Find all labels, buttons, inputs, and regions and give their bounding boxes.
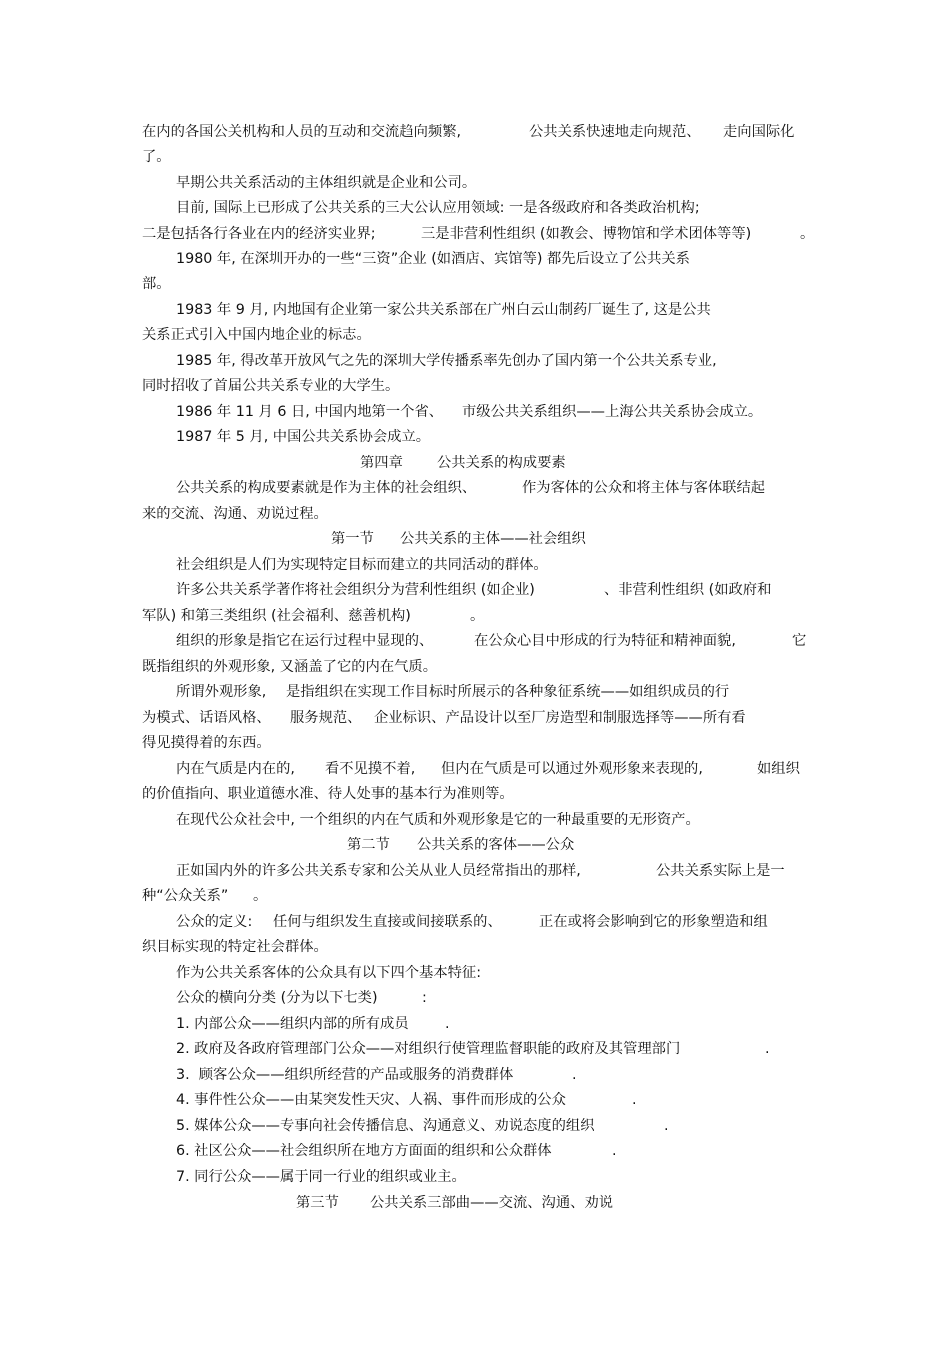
text-line: 在公众心目中形成的行为特征和精神面貌, [474,633,736,649]
text-line: 任何与组织发生直接或间接联系的、 [273,914,502,930]
list-item-end: . [664,1118,669,1134]
section-number: 第二节 [347,837,390,853]
section-title: 公共关系的主体——社会组织 [400,531,586,547]
text-line: 许多公共关系学著作将社会组织分为营利性组织 (如企业) [176,582,535,598]
list-item-end: . [445,1016,450,1032]
text-line: 它 [792,633,807,649]
text-line: 部。 [142,276,171,292]
text-line: 组织的形象是指它在运行过程中显现的、 [176,633,434,649]
text-line: 种“公众关系” [142,888,229,904]
section-title: 公共关系三部曲——交流、沟通、劝说 [370,1195,614,1211]
text-line: 军队) 和第三类组织 (社会福利、慈善机构) [142,608,411,624]
list-item: 5. 媒体公众——专事向社会传播信息、沟通意义、劝说态度的组织 [176,1118,595,1134]
text-line: 1983 年 9 月, 内地国有企业第一家公共关系部在广州白云山制药厂诞生了, 这是公共 [176,302,711,318]
text-line: 在内的各国公关机构和人员的互动和交流趋向频繁, [142,124,462,140]
section-title: 公共关系的客体——公众 [417,837,575,853]
text-line: 1980 年, 在深圳开办的一些“三资”企业 (如酒店、宾馆等) 都先后设立了公共关系 [176,251,690,267]
section-number: 第三节 [296,1195,339,1211]
text-line: 但内在气质是可以通过外观形象来表现的, [441,761,703,777]
text-line: : [422,990,427,1006]
text-line: 。 [253,888,268,904]
text-line: 得见摸得着的东西。 [142,735,271,751]
chapter-number: 第四章 [360,455,403,471]
list-item-end: . [632,1092,637,1108]
text-line: 的价值指向、职业道德水准、待人处事的基本行为准则等。 [142,786,514,802]
text-line: 、非营利性组织 (如政府和 [604,582,772,598]
section-number: 第一节 [331,531,374,547]
text-line: 正如国内外的许多公共关系专家和公关从业人员经常指出的那样, [176,863,581,879]
text-line: 看不见摸不着, [325,761,416,777]
text-line: 同时招收了首届公共关系专业的大学生。 [142,378,400,394]
list-item: 1. 内部公众——组织内部的所有成员 [176,1016,409,1032]
text-line: 市级公共关系组织——上海公共关系协会成立。 [462,404,763,420]
text-line: 。 [800,226,815,242]
text-line: 正在或将会影响到它的形象塑造和组 [539,914,768,930]
list-item-end: . [572,1067,577,1083]
list-item-end: . [612,1143,617,1159]
text-line: 公众的横向分类 (分为以下七类) [176,990,378,1006]
text-line: 目前, 国际上已形成了公共关系的三大公认应用领域: 一是各级政府和各类政治机构; [176,200,700,216]
text-line: 公共关系实际上是一 [656,863,785,879]
text-line: 为模式、话语风格、 [142,710,271,726]
text-line: 公共关系的构成要素就是作为主体的社会组织、 [176,480,477,496]
text-line: 1986 年 11 月 6 日, 中国内地第一个省、 [176,404,444,420]
list-item-end: . [765,1041,770,1057]
list-item: 4. 事件性公众——由某突发性天灾、人祸、事件而形成的公众 [176,1092,566,1108]
text-line: 作为公共关系客体的公众具有以下四个基本特征: [176,965,482,981]
text-line: 公共关系快速地走向规范、 [529,124,701,140]
text-line: 走向国际化 [723,124,795,140]
text-line: 如组织 [757,761,800,777]
text-line: 三是非营利性组织 (如教会、博物馆和学术团体等等) [421,226,752,242]
text-line: 来的交流、沟通、劝说过程。 [142,506,328,522]
text-line: 服务规范、 [290,710,362,726]
text-line: 作为客体的公众和将主体与客体联结起 [522,480,766,496]
text-line: 社会组织是人们为实现特定目标而建立的共同活动的群体。 [176,557,548,573]
text-line: 早期公共关系活动的主体组织就是企业和公司。 [176,175,477,191]
text-line: 企业标识、产品设计以至厂房造型和制服选择等——所有看 [374,710,746,726]
text-line: 1987 年 5 月, 中国公共关系协会成立。 [176,429,431,445]
list-item: 7. 同行公众——属于同一行业的组织或业主。 [176,1169,466,1185]
chapter-title: 公共关系的构成要素 [437,455,566,471]
text-line: 织目标实现的特定社会群体。 [142,939,328,955]
list-item: 3. 顾客公众——组织所经营的产品或服务的消费群体 [176,1067,514,1083]
text-line: 。 [470,608,485,624]
text-line: 关系正式引入中国内地企业的标志。 [142,327,371,343]
text-line: 了。 [142,149,171,165]
text-line: 既指组织的外观形象, 又涵盖了它的内在气质。 [142,659,438,675]
text-line: 1985 年, 得改革开放风气之先的深圳大学传播系率先创办了国内第一个公共关系专业, [176,353,717,369]
text-line: 内在气质是内在的, [176,761,295,777]
text-line: 二是包括各行各业在内的经济实业界; [142,226,376,242]
list-item: 2. 政府及各政府管理部门公众——对组织行使管理监督职能的政府及其管理部门 [176,1041,681,1057]
text-line: 所谓外观形象, [176,684,267,700]
text-line: 在现代公众社会中, 一个组织的内在气质和外观形象是它的一种最重要的无形资产。 [176,812,700,828]
text-line: 是指组织在实现工作目标时所展示的各种象征系统——如组织成员的行 [286,684,730,700]
list-item: 6. 社区公众——社会组织所在地方方面面的组织和公众群体 [176,1143,552,1159]
text-line: 公众的定义: [176,914,253,930]
